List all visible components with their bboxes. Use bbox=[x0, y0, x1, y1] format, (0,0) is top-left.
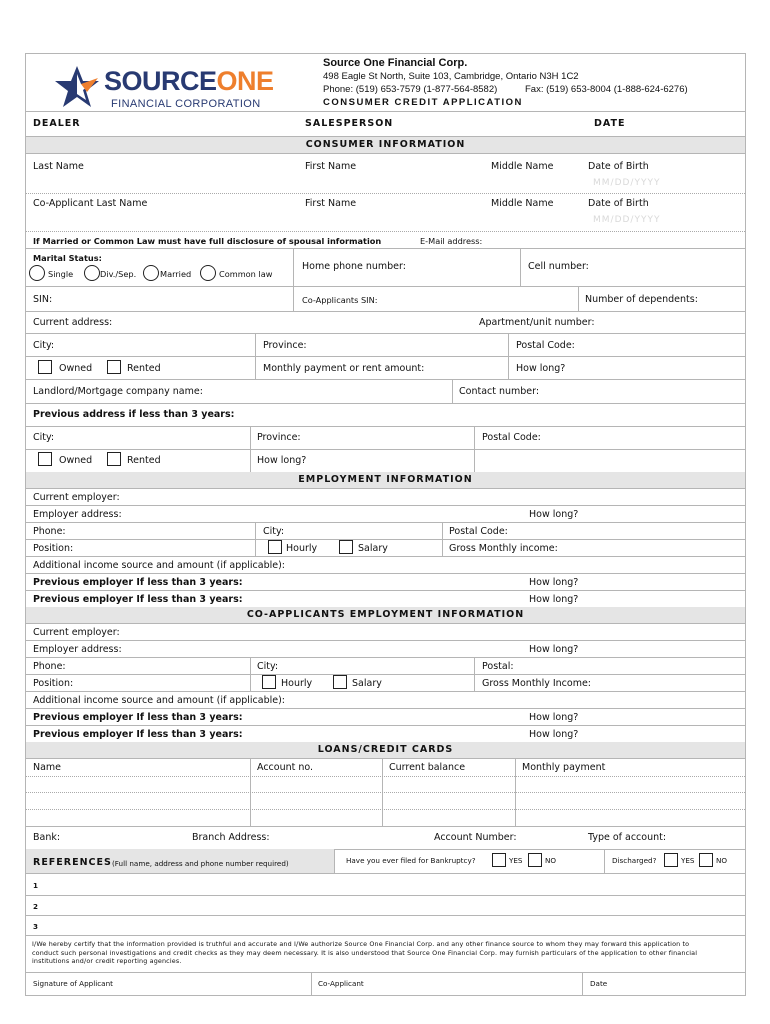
co-current-employer-label: Current employer: bbox=[33, 627, 120, 638]
signature-date-label: Date bbox=[590, 979, 608, 988]
company-logo bbox=[54, 62, 284, 112]
credit-application-form bbox=[25, 53, 746, 996]
previous-employer-how-long-2: How long? bbox=[529, 594, 579, 605]
discharged-yes-label: YES bbox=[681, 856, 695, 865]
branch-address-label: Branch Address: bbox=[192, 832, 270, 843]
previous-employer-label-2: Previous employer If less than 3 years: bbox=[33, 594, 243, 605]
co-position-label: Position: bbox=[33, 678, 74, 689]
home-phone-label: Home phone number: bbox=[302, 261, 406, 272]
apt-label: Apartment/unit number: bbox=[479, 317, 595, 328]
common-law-radio[interactable] bbox=[200, 265, 216, 281]
divsep-label: Div./Sep. bbox=[100, 269, 137, 279]
logo-tagline: FINANCIAL CORPORATION bbox=[111, 98, 261, 110]
landlord-label: Landlord/Mortgage company name: bbox=[33, 386, 203, 397]
current-employer-label: Current employer: bbox=[33, 492, 120, 503]
married-label: Married bbox=[160, 269, 192, 279]
loans-header-account: Account no. bbox=[257, 762, 314, 773]
bank-label: Bank: bbox=[33, 832, 61, 843]
owned-label: Owned bbox=[59, 363, 93, 374]
signature-co-applicant-label: Co-Applicant bbox=[318, 979, 364, 988]
prev-rented-checkbox[interactable] bbox=[107, 452, 121, 466]
first-name-label: First Name bbox=[305, 161, 357, 172]
how-long-label: How long? bbox=[516, 363, 566, 374]
date-label: DATE bbox=[594, 118, 626, 129]
reference-row-2[interactable]: 2 bbox=[33, 902, 39, 911]
discharged-no-label: NO bbox=[716, 856, 728, 865]
section-employment-information: EMPLOYMENT INFORMATION bbox=[26, 472, 745, 488]
co-postal-label: Postal: bbox=[482, 661, 514, 672]
prev-rented-label: Rented bbox=[127, 455, 161, 466]
hourly-label: Hourly bbox=[286, 543, 318, 554]
email-label: E-Mail address: bbox=[420, 236, 483, 246]
middle-name-label: Middle Name bbox=[491, 161, 554, 172]
monthly-payment-label: Monthly payment or rent amount: bbox=[263, 363, 425, 374]
discharged-yes-checkbox[interactable] bbox=[664, 853, 678, 867]
company-phone: Phone: (519) 653-7579 (1-877-564-8582) bbox=[323, 84, 498, 95]
loans-header-balance: Current balance bbox=[389, 762, 466, 773]
divsep-radio[interactable] bbox=[84, 265, 100, 281]
references-title: REFERENCES bbox=[33, 857, 112, 868]
common-law-label: Common law bbox=[219, 269, 273, 279]
owned-checkbox[interactable] bbox=[38, 360, 52, 374]
position-label: Position: bbox=[33, 543, 74, 554]
previous-employer-label-1: Previous employer If less than 3 years: bbox=[33, 577, 243, 588]
company-address: 498 Eagle St North, Suite 103, Cambridge, Ontario N3H 1C2 bbox=[323, 71, 579, 82]
city-label: City: bbox=[33, 340, 55, 351]
dob-label: Date of Birth bbox=[588, 161, 649, 172]
sin-label: SIN: bbox=[33, 294, 53, 305]
prev-how-long-label: How long? bbox=[257, 455, 307, 466]
co-employer-address-label: Employer address: bbox=[33, 644, 122, 655]
section-consumer-information: CONSUMER INFORMATION bbox=[26, 137, 745, 153]
co-dob-input[interactable]: MM/DD/YYYY bbox=[593, 215, 661, 225]
previous-employer-how-long-1: How long? bbox=[529, 577, 579, 588]
bankruptcy-yes-label: YES bbox=[509, 856, 523, 865]
employer-postal-label: Postal Code: bbox=[449, 526, 508, 537]
gross-income-label: Gross Monthly income: bbox=[449, 543, 558, 554]
discharged-no-checkbox[interactable] bbox=[699, 853, 713, 867]
bankruptcy-no-checkbox[interactable] bbox=[528, 853, 542, 867]
employer-phone-label: Phone: bbox=[33, 526, 66, 537]
co-previous-how-long-1: How long? bbox=[529, 712, 579, 723]
additional-income-label: Additional income source and amount (if applicable): bbox=[33, 560, 285, 571]
co-hourly-checkbox[interactable] bbox=[262, 675, 276, 689]
employer-how-long-label: How long? bbox=[529, 509, 579, 520]
postal-label: Postal Code: bbox=[516, 340, 575, 351]
co-city-label: City: bbox=[257, 661, 279, 672]
loans-header-monthly: Monthly payment bbox=[522, 762, 606, 773]
account-type-label: Type of account: bbox=[588, 832, 667, 843]
prev-city-label: City: bbox=[33, 432, 55, 443]
reference-row-1[interactable]: 1 bbox=[33, 881, 39, 890]
discharged-question: Discharged? bbox=[612, 856, 657, 865]
rented-label: Rented bbox=[127, 363, 161, 374]
co-middle-name-label: Middle Name bbox=[491, 198, 554, 209]
loans-header-name: Name bbox=[33, 762, 62, 773]
province-label: Province: bbox=[263, 340, 307, 351]
loans-row-2[interactable] bbox=[26, 792, 745, 793]
reference-row-3[interactable]: 3 bbox=[33, 922, 39, 931]
last-name-label: Last Name bbox=[33, 161, 84, 172]
salary-checkbox[interactable] bbox=[339, 540, 353, 554]
co-additional-income-label: Additional income source and amount (if applicable): bbox=[33, 695, 285, 706]
company-fax: Fax: (519) 653-8004 (1-888-624-6276) bbox=[525, 84, 688, 95]
dependents-label: Number of dependents: bbox=[585, 294, 698, 305]
married-notice: If Married or Common Law must have full disclosure of spousal information bbox=[33, 236, 382, 246]
co-previous-employer-label-2: Previous employer If less than 3 years: bbox=[33, 729, 243, 740]
co-previous-employer-label-1: Previous employer If less than 3 years: bbox=[33, 712, 243, 723]
current-address-label: Current address: bbox=[33, 317, 113, 328]
marital-status-label: Marital Status: bbox=[33, 253, 102, 263]
co-dob-label: Date of Birth bbox=[588, 198, 649, 209]
single-label: Single bbox=[48, 269, 74, 279]
co-sin-label: Co-Applicants SIN: bbox=[302, 295, 378, 305]
prev-owned-checkbox[interactable] bbox=[38, 452, 52, 466]
disclaimer-text: I/We hereby certify that the information provided is truthful and accurate and I/We authorize Source One Financial Corp. and any other finance source to whom they may forward this application to conduct such personal investigations and credit checks as they may deem necessary. It is also understood that Source One Financial Corp. may furnish particulars of the application to other financial institutions and/or credit reporting agencies. bbox=[32, 940, 698, 966]
star-logo-icon bbox=[54, 64, 100, 110]
co-first-name-label: First Name bbox=[305, 198, 357, 209]
loans-row-1[interactable] bbox=[26, 776, 745, 777]
cell-label: Cell number: bbox=[528, 261, 589, 272]
employer-address-label: Employer address: bbox=[33, 509, 122, 520]
bankruptcy-question: Have you ever filed for Bankruptcy? bbox=[346, 856, 476, 865]
hourly-checkbox[interactable] bbox=[268, 540, 282, 554]
dealer-label: DEALER bbox=[33, 118, 81, 129]
previous-address-label: Previous address if less than 3 years: bbox=[33, 409, 235, 420]
married-radio[interactable] bbox=[143, 265, 159, 281]
co-previous-how-long-2: How long? bbox=[529, 729, 579, 740]
signature-applicant-label: Signature of Applicant bbox=[33, 979, 113, 988]
co-employer-how-long-label: How long? bbox=[529, 644, 579, 655]
contact-label: Contact number: bbox=[459, 386, 540, 397]
co-applicant-last-name-label: Co-Applicant Last Name bbox=[33, 198, 148, 209]
bankruptcy-no-label: NO bbox=[545, 856, 557, 865]
section-loans-credit-cards: LOANS/CREDIT CARDS bbox=[26, 742, 745, 758]
bankruptcy-yes-checkbox[interactable] bbox=[492, 853, 506, 867]
section-co-employment-information: CO-APPLICANTS EMPLOYMENT INFORMATION bbox=[26, 607, 745, 623]
prev-postal-label: Postal Code: bbox=[482, 432, 541, 443]
prev-owned-label: Owned bbox=[59, 455, 93, 466]
form-title: CONSUMER CREDIT APPLICATION bbox=[323, 97, 523, 108]
salesperson-label: SALESPERSON bbox=[305, 118, 394, 129]
co-salary-checkbox[interactable] bbox=[333, 675, 347, 689]
co-gross-income-label: Gross Monthly Income: bbox=[482, 678, 592, 689]
single-radio[interactable] bbox=[29, 265, 45, 281]
salary-label: Salary bbox=[358, 543, 388, 554]
co-phone-label: Phone: bbox=[33, 661, 66, 672]
prev-province-label: Province: bbox=[257, 432, 301, 443]
co-hourly-label: Hourly bbox=[281, 678, 313, 689]
account-number-label: Account Number: bbox=[434, 832, 517, 843]
loans-row-3[interactable] bbox=[26, 809, 745, 810]
rented-checkbox[interactable] bbox=[107, 360, 121, 374]
logo-word-one: ONE bbox=[216, 66, 274, 96]
dob-input[interactable]: MM/DD/YYYY bbox=[593, 178, 661, 188]
logo-word-source: SOURCE bbox=[104, 66, 217, 96]
employer-city-label: City: bbox=[263, 526, 285, 537]
references-subtitle: (Full name, address and phone number required) bbox=[112, 859, 289, 868]
company-name: Source One Financial Corp. bbox=[323, 57, 468, 69]
co-salary-label: Salary bbox=[352, 678, 382, 689]
